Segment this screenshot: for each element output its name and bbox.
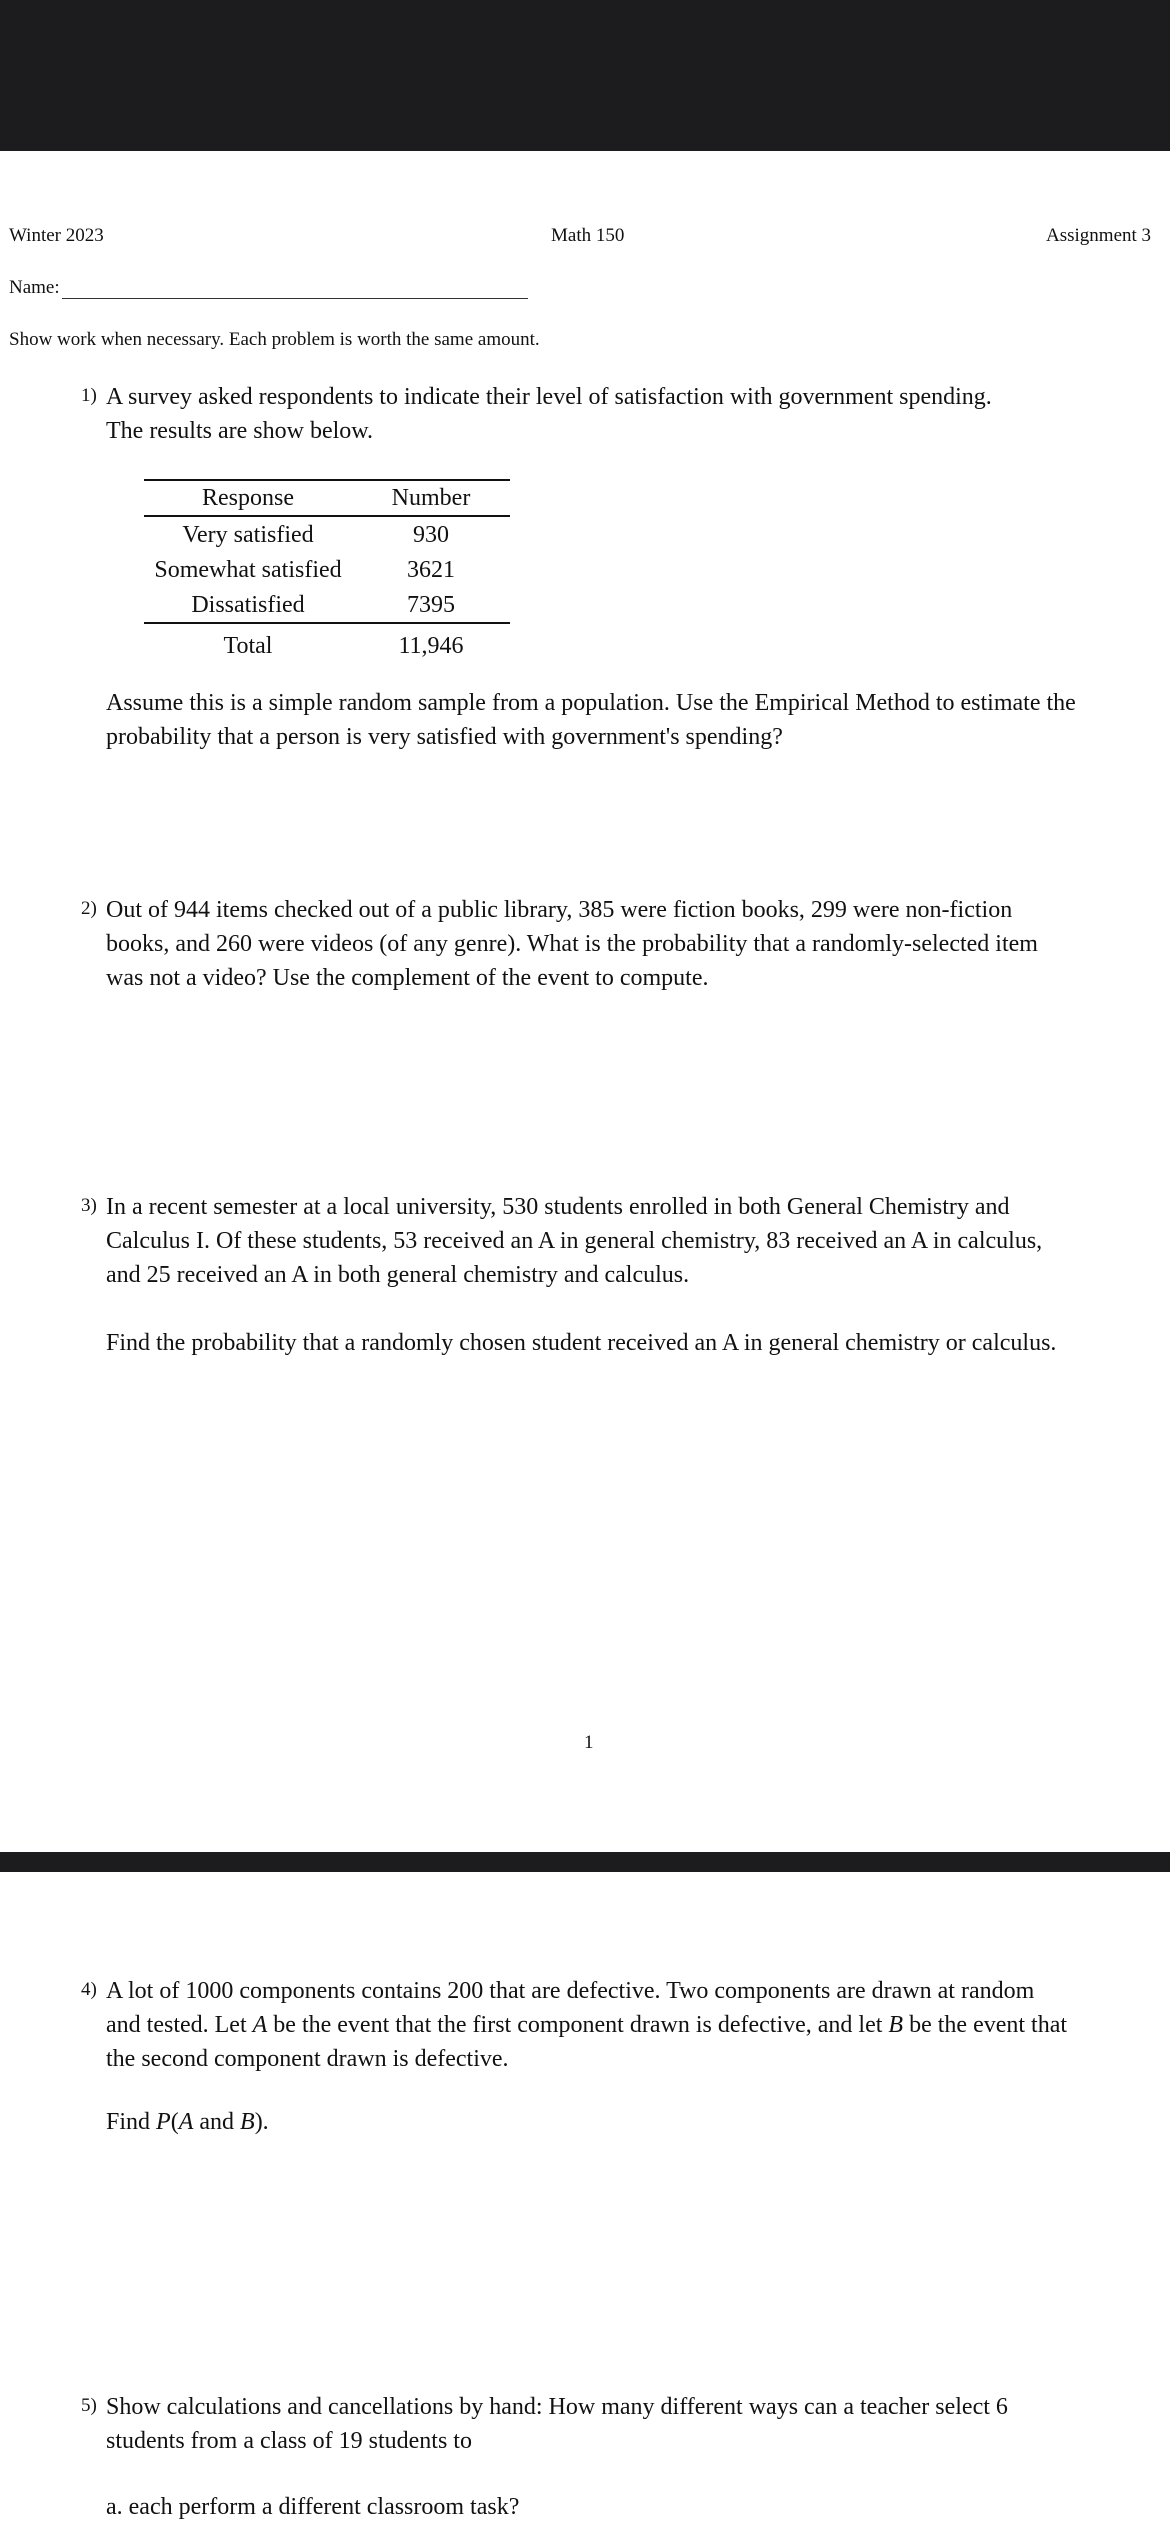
q1-line2: The results are show below. [106,418,374,444]
q4-line3: the second component drawn is defective. [106,2046,509,2072]
q4-find-open: ( [170,2109,179,2135]
q4-number: 4) [81,1979,97,2000]
term-label: Winter 2023 [9,225,104,246]
table-cell-number: 930 [413,521,449,548]
satisfaction-table [144,479,510,666]
q4-text [106,1974,1067,2076]
q1-line1: A survey asked respondents to indicate their level of satisfaction with government spending. [106,384,992,410]
table-cell-response: Somewhat satisfied [154,556,342,583]
table-row [144,552,510,587]
q4-line2-a: and tested. Let [106,2012,253,2038]
table-header-number: Number [352,480,510,516]
q5-part-a: a. each perform a different classroom task? [106,2494,520,2520]
name-underline [62,298,528,299]
table-cell-response: Very satisfied [182,521,314,548]
table-cell-number: 7395 [352,587,510,623]
table-header-row [144,480,510,516]
q1-follow-line1: Assume this is a simple random sample from a population. Use the Empirical Method to estimate the [106,690,1076,716]
q4-line2 [106,2008,1067,2042]
assignment-label: Assignment 3 [1046,225,1152,246]
q5-number: 5) [81,2395,97,2416]
q5-line2: students from a class of 19 students to [106,2428,472,2454]
q4-find-var-b: B [240,2109,255,2135]
q4-find-var-a: A [178,2109,194,2135]
q4-find-p: P [156,2109,171,2135]
course-label: Math 150 [551,225,625,246]
page-number: 1 [584,1732,594,1753]
q1-follow [106,686,1076,754]
q3-line1: In a recent semester at a local university, 530 students enrolled in both General Chemistry and [106,1194,1010,1220]
q3-number: 3) [81,1195,97,1216]
table-total-label: Total [223,633,273,659]
q3-line3: and 25 received an A in both general chemistry and calculus. [106,1262,690,1288]
q4-line2-c: be the event that [903,2012,1068,2038]
q5-line1: Show calculations and cancellations by hand: How many different ways can a teacher select 6 [106,2394,1008,2420]
q3-line2: Calculus I. Of these students, 53 received an A in general chemistry, 83 received an A in calculus, [106,1228,1043,1254]
page-separator-bar [0,1852,1170,1872]
table-row [144,587,510,623]
q4-line1: A lot of 1000 components contains 200 that are defective. Two components are drawn at random [106,1978,1035,2004]
q4-var-b: B [888,2012,904,2038]
table-header-response: Response [144,480,352,516]
table-cell-response: Dissatisfied [144,587,352,623]
q2-text [106,893,1038,995]
instructions: Show work when necessary. Each problem is worth the same amount. [9,329,540,350]
top-dark-bar [0,0,1170,151]
name-label: Name: [9,277,60,298]
q1-number: 1) [81,385,97,406]
table-total-value: 11,946 [398,633,464,659]
q4-find-a: Find [106,2109,157,2135]
q3-text [106,1190,1042,1292]
q3-follow: Find the probability that a randomly chosen student received an A in general chemistry or calculus. [106,1330,1057,1356]
q4-line2-b: be the event that the first component drawn is defective, and let [267,2012,889,2038]
q4-var-a: A [252,2012,268,2038]
q2-line2: books, and 260 were videos (of any genre). What is the probability that a randomly-selected item [106,931,1038,957]
q5-text [106,2390,1008,2458]
q2-line1: Out of 944 items checked out of a public library, 385 were fiction books, 299 were non-fiction [106,897,1013,923]
q4-find-close: ). [254,2109,269,2135]
q1-text [106,380,992,448]
q2-number: 2) [81,898,97,919]
q4-find [106,2105,269,2139]
q1-follow-line2: probability that a person is very satisfied with government's spending? [106,724,783,750]
table-total-row [144,623,510,666]
q2-line3: was not a video? Use the complement of the event to compute. [106,965,709,991]
table-row [144,516,510,552]
q4-find-and: and [193,2109,241,2135]
table-cell-number: 3621 [407,556,455,583]
